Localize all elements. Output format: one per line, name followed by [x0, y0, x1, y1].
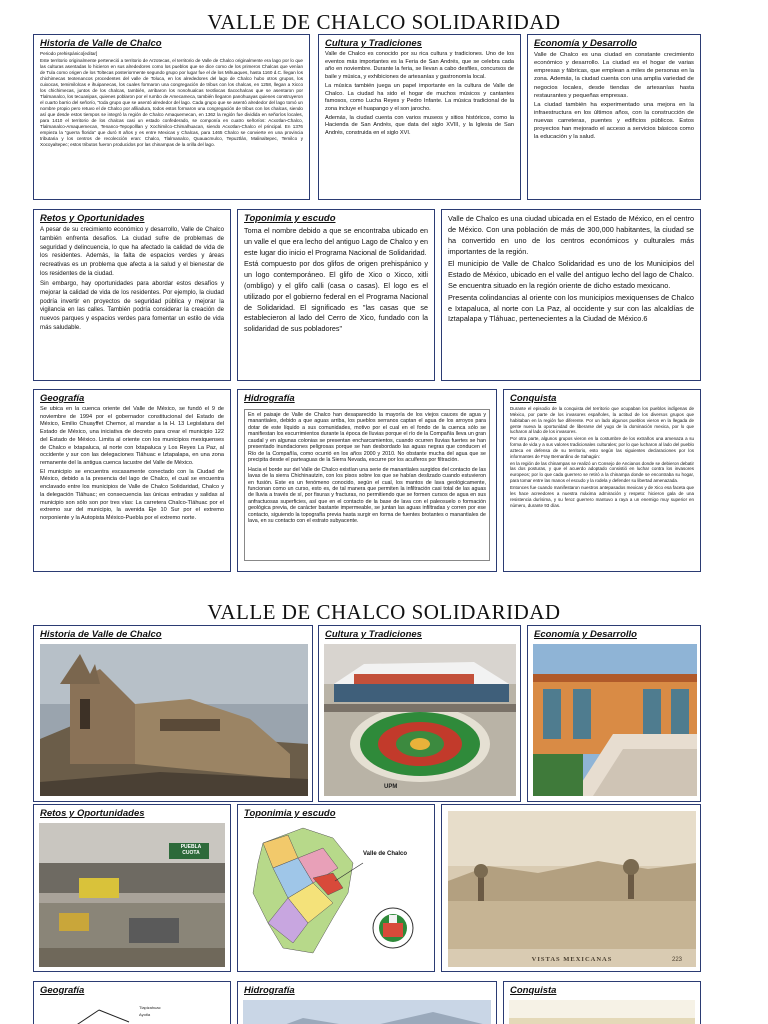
page-title-top: VALLE DE CHALCO SOLIDARIDAD	[207, 10, 561, 34]
festival-photo	[324, 644, 516, 796]
geografia-image-heading: Geografía	[40, 985, 85, 996]
cultura-paragraph: Valle de Chalco es conocido por su rica cultura y tradiciones. Uno de los eventos más importantes es la Feria de San Andrés, que se celebra cada año en noviembre. Durante la feria, se llevan a cabo desfiles, concursos de baile y música, y exhibiciones de artesanías y gastronomía local.	[325, 51, 514, 81]
ubicacion-card	[441, 209, 701, 381]
historia-subheading: Periodo prehispánico[editar]	[40, 51, 98, 56]
ubicacion-paragraph: Presenta colindancias al oriente con los municipios mexiquenses de Chalco e Ixtapaluca, al norte con La Paz, al occidente y sur con las alcaldías de Iztapalapa y Tláhuac, pertenecientes a la Ciudad de México.6	[448, 292, 694, 324]
geografia-card	[33, 389, 231, 572]
conquista-image-heading: Conquista	[510, 985, 557, 996]
historia-card	[33, 34, 310, 200]
toponimia-paragraph: Está compuesto por dos glifos de origen prehispánico y un logo contemporáneo. El glifo de Xico o Xicco, xitli (ombligo) y el glifo calli (casa o casas). El logo es el utilizado por el gobierno federal en el Programa Nacional de Solidaridad. El significado es "las casas que se establecieron al lado del Cerro de Xico, fundado con la solidaridad de sus pobladores"	[244, 259, 428, 334]
economia-card	[527, 34, 701, 200]
historia-image-heading: Historia de Valle de Chalco	[40, 629, 162, 640]
photo-caption: VISTAS MEXICANAS	[531, 956, 613, 963]
cultura-image-heading: Cultura y Tradiciones	[325, 629, 422, 640]
hidrografia-paragraph: En el paisaje de Valle de Chalco han desaparecido la mayoría de los viejos cauces de agua y manantiales, debido a que aguas arriba, los pueblos serranos captan el agua de los arroyos para dotar de este líquido a sus comunidades, motivo por el cual en el fondo de la cuenca sólo se manifiestan los escurrimientos durante la época de lluvias porque el río de la Compañía lleva un gran caudal y en algunas colonias se presentan encharcamientos, cuando ocurren lluvias fuertes se han presentado inundaciones peligrosas porque se han desbordado las aguas negras que conducen el Río de la Compañía, como ocurrió en los años 2000 y 2010. No obstante mucha del agua que se precipita desde el parteaguas de la Sierra Nevada, escurre por los acuíferos por filtración.	[248, 412, 486, 464]
economia-image-heading: Economía y Desarrollo	[534, 629, 637, 640]
highway-sign: PUEBLA CUOTA	[180, 844, 202, 856]
state-map	[243, 823, 429, 967]
historia-image-card	[33, 625, 313, 802]
toponimia-image-card	[237, 804, 435, 972]
ruins-photo	[40, 644, 308, 796]
toponimia-heading: Toponimia y escudo	[244, 213, 336, 224]
upm-label: UPM	[384, 784, 398, 790]
hidrografia-image-card	[237, 981, 497, 1024]
conquista-heading: Conquista	[510, 393, 557, 404]
geografia-heading: Geografía	[40, 393, 85, 404]
hidrografia-paragraph: Hacia el borde sur del Valle de Chalco existían una serie de manantiales surgidos del contacto de las lavas de la sierra Chichinautzin, con los pisos sobre los que se habían deslizado cuando estuvieron en fusión. Este es un fenómeno conocido, según el cual, los mantos de lava geológicamente, funcionan como un curso, esto es, de tal manera que permiten la infiltración casi total de las aguas de lluvia a través de sí, por fisuras y fracturas, no permitiendo que se formen cursos de agua en sus anfractuosas superficies, así que en el contacto de la base de lava con el paleosuelo o formación geológica previa, de carácter bastante impermeable, se juntan las aguas infiltradas y corren por ese contacto, siguiendo la topografía previa hasta surgir en forma de fuentes brotantes o manantiales de lava, en su contacto con el estrato subyacente.	[248, 466, 486, 525]
retos-image-heading: Retos y Oportunidades	[40, 808, 145, 819]
historia-heading: Historia de Valle de Chalco	[40, 38, 162, 49]
historia-text: Este territorio originalmente perteneció a territorio de Arzotecas, el territorio de Valle de Chalco originalmente era lago por lo que las culturas asentadas lo hicieron en sus alrededores como los pueblos que se dice como de los primeros Chalcas que venían de Tula como origen de los Toltecas posteriormente segundo grupo por lugar fue el de los Mihuaques, hasta 1160 d.C. llegan los chichimecas teotenancos procedentes del valle de Toluca, en los alrededores del lago de Chalco hubo otros grupos, los cuixocas, temimilolcas e ihuipanecas, los cuales formaron una congregación de tribus con los chalcas, en 1258, llegan a Xicco los chichimecas, juntos de los chalcas, también, arribaron los nonohualcas teotlixcas tlacochalcas que se asentaron por Tlalmanalco, los tecuanipas, quienes poblaron por el rumbo de Amecameca, también llegaron panohuayas quienes construyeron el cuarto barrio del señorío, "toda grupo que se asentó alrededor del lago. Cada grupo que se asentó alrededor del lago tomó un nombre propio pero retuvo el de Chalco por afiliadura, todos estos formaron una congregación de tribus con los chalcas, siendo así que desde estos tiempos se integró la región de Chalco Amaquemecan, en 1362 la región fue dividida en señoríos locales, para 1410 el territorio de los chalcas casi un estado confederado, se componía en cuatro señoríos: Acxotlan-Chalco, Tlalmanalco-Amaquemecan, Tenanco-Tepopolllan y Xochimilco-Chimalhuacan, siendo Acxotlan-Chalco el principal. En 1376 empieza la "guerra florida" que duró 8 años y es entre Mexicas y Chalcas, para 1465 Chalco se convierte en una provincia tributaria y los centros de recolección eran: Chalco, Tlalmanalco, Quauacmulco, Tepuztlán, Malinaltepec, Temilco y Xocoyaltepec; estos tributos fueron producidos por las chinampas de la orilla del lago.	[40, 57, 303, 147]
geografia-paragraph: El municipio se encuentra escasamente conectado con la Ciudad de México, debido a la presencia del lago de Chalco, el cual se encuentra enclavado entre los municipios de Valle de Chalco Solidaridad, Chalco y la delegación Tláhuac; en consecuencia las únicas entradas y salidas al municipio son sólo son por tres vías: La carretera Chalco-Tláhuac por el extremo sur del municipio, la avenida Eje 10 Sur por el extremo norponiente y la Autopista México-Puebla por el extremo norte.	[40, 468, 224, 522]
retos-card	[33, 209, 231, 381]
retos-image-card	[33, 804, 231, 972]
building-photo	[533, 644, 697, 796]
geo-label: Tlapizahuac	[139, 1005, 161, 1010]
cultura-paragraph: La música también juega un papel importante en la cultura de Valle de Chalco. La ciudad ha sido el hogar de muchos músicos y cantantes famosos, como Lucha Reyes y Pedro Infante. La música tradicional de la zona incluye el huapango y el son jarocho.	[325, 82, 514, 113]
cultura-card	[318, 34, 521, 200]
ubicacion-paragraph: El municipio de Valle de Chalco Solidaridad es uno de los Municipios del Estado de México, ubicado en el valle del antiguo lecho del lago de Chalco. Se encuentra situado en la región oriente de dicho estado mexicano.	[448, 258, 694, 290]
hidrografia-image-heading: Hidrografía	[244, 985, 295, 996]
conquista-card	[503, 389, 701, 572]
geografia-paragraph: Se ubica en la cuenca oriente del Valle de México, se fundó el 9 de noviembre de 1994 por el gobernador constitucional del Estado de México, Emilio Chuayffet Chemor, al mandar a la H. 13 Legislatura del Estado de México, una iniciativa de decreto para crear el municipio 122 del Estado de México. Limita al oriente con los municipios mexiquenses de Chalco e Ixtapaluca, al norte con Ixtapaluca y Los Reyes La Paz, al occidente y sur con las delegaciones Tláhuac e Iztapalapa, en una zona remanente del la antigua cuenca lacustre del Valle de México.	[40, 406, 224, 467]
geografia-map	[39, 1000, 225, 1024]
toponimia-image-heading: Toponimia y escudo	[244, 808, 336, 819]
hidrografia-heading: Hidrografía	[244, 393, 295, 404]
toponimia-card	[237, 209, 435, 381]
geografia-image-card	[33, 981, 231, 1024]
conquista-paragraph: Durante el episodio de la conquista del territorio que ocupaban los pueblos indígenas de México, por parte de los invasores españoles, la actitud de los diversos grupos que habitaban en la región fue diferente. Por un lado algunos pueblos vieron en la llegada de gente nueva la oportunidad de liberarse del yugo de la dominación mexica, por lo que lucharon al lado de los invasores.	[510, 406, 694, 435]
vistas-photo	[448, 811, 696, 967]
economia-heading: Economía y Desarrollo	[534, 38, 637, 49]
ubicacion-paragraph: Valle de Chalco es una ciudad ubicada en el Estado de México, en el centro de México. Con una población de más de 300,000 habitantes, la ciudad se ha convertido en uno de los centros económicos y culturales más importantes de la región.	[448, 214, 694, 256]
retos-paragraph: Sin embargo, hay oportunidades para abordar estos desafíos y mejorar la calidad de vida de los residentes. Por ejemplo, la ciudad podría invertir en proyectos de seguridad pública y mejorar la vigilancia en las calles. También podría considerar la creación de nuevos parques y espacios verdes para fomentar un estilo de vida más saludable.	[40, 279, 224, 332]
hidrografia-card	[237, 389, 497, 572]
economia-image-card	[527, 625, 701, 802]
conquista-paragraph: Entonces fue cuando manifestaron nuestros antepasados mexicas y de Xico esa faceta que les hace acreedores a nuestra máxima admiración y respeto: hicieron gala de una resistencia durísima, y su feroz guerrero mantuvo a raya a un enemigo muy superior en número, durante 93 días.	[510, 484, 694, 508]
retos-paragraph: A pesar de su crecimiento económico y desarrollo, Valle de Chalco también enfrenta desafíos. La ciudad sufre de problemas de seguridad y delincuencia, lo que ha afectado la calidad de vida de los residentes. Además, la falta de espacios verdes y áreas recreativas es un problema que afecta a la salud y el bienestar de los residentes de la ciudad.	[40, 226, 224, 278]
hidrografia-photo	[243, 1000, 491, 1024]
economia-paragraph: Valle de Chalco es una ciudad en constante crecimiento económico y desarrollo. La ciudad es el hogar de varias empresas y fábricas, que emplean a miles de personas en la zona. Además, la ciudad cuenta con una amplia variedad de negocios locales, desde tiendas de artesanías hasta restaurantes y pequeñas empresas.	[534, 52, 694, 99]
conquista-image-card	[503, 981, 701, 1024]
economia-paragraph: La ciudad también ha experimentado una mejora en la infraestructura en los últimos años, con la construcción de nuevas carreteras, puentes y edificios públicos. Estos proyectos han mejorado el acceso a servicios básicos como la educación y la salud.	[534, 101, 694, 141]
conquista-image	[509, 1000, 695, 1024]
map-label: Valle de Chalco	[363, 851, 408, 857]
cultura-heading: Cultura y Tradiciones	[325, 38, 422, 49]
conquista-paragraph: en la región de las chinampas se realizó un Consejo de Ancianos donde se debieron debatir las dos posturas, y que el acuerdo adoptado consistió en luchar contra los invasores europeos; por lo que cada guerrero se retiró a la chinampa donde se encontraba su hogar, para tomar entre las manos el escudo y la rodela y defender su libertad amenazada.	[510, 460, 694, 484]
geo-label: Ayotla	[139, 1012, 151, 1017]
cultura-paragraph: Además, la ciudad cuenta con varios museos y sitios históricos, como la Hacienda de San Andrés, que data del siglo XVIII, y la Iglesia de San Andrés, construida en el siglo XVI.	[325, 114, 514, 137]
page-title-bottom: VALLE DE CHALCO SOLIDARIDAD	[207, 600, 561, 624]
conquista-paragraph: Por otra parte, algunos grupos vieron en la costumbre de los extraños una amenaza a su forma de vida y a sus valores tradicionales culturales; por lo que lucharon al lado del pueblo azteca en defensa de su territorio, esto según las siguientes declaraciones por los informantes de Fray Bernardino de Sahagún:	[510, 436, 694, 459]
retos-heading: Retos y Oportunidades	[40, 213, 145, 224]
photo-number: 223	[671, 957, 682, 963]
toponimia-paragraph: Toma el nombre debido a que se encontraba ubicado en un valle el que era lecho del antiguo Lago de Chalco y en este lugar dio inicio el Programa Nacional de Solidaridad.	[244, 226, 428, 257]
historic-photo-card	[441, 804, 701, 972]
cultura-image-card	[318, 625, 521, 802]
flood-photo	[39, 823, 225, 967]
